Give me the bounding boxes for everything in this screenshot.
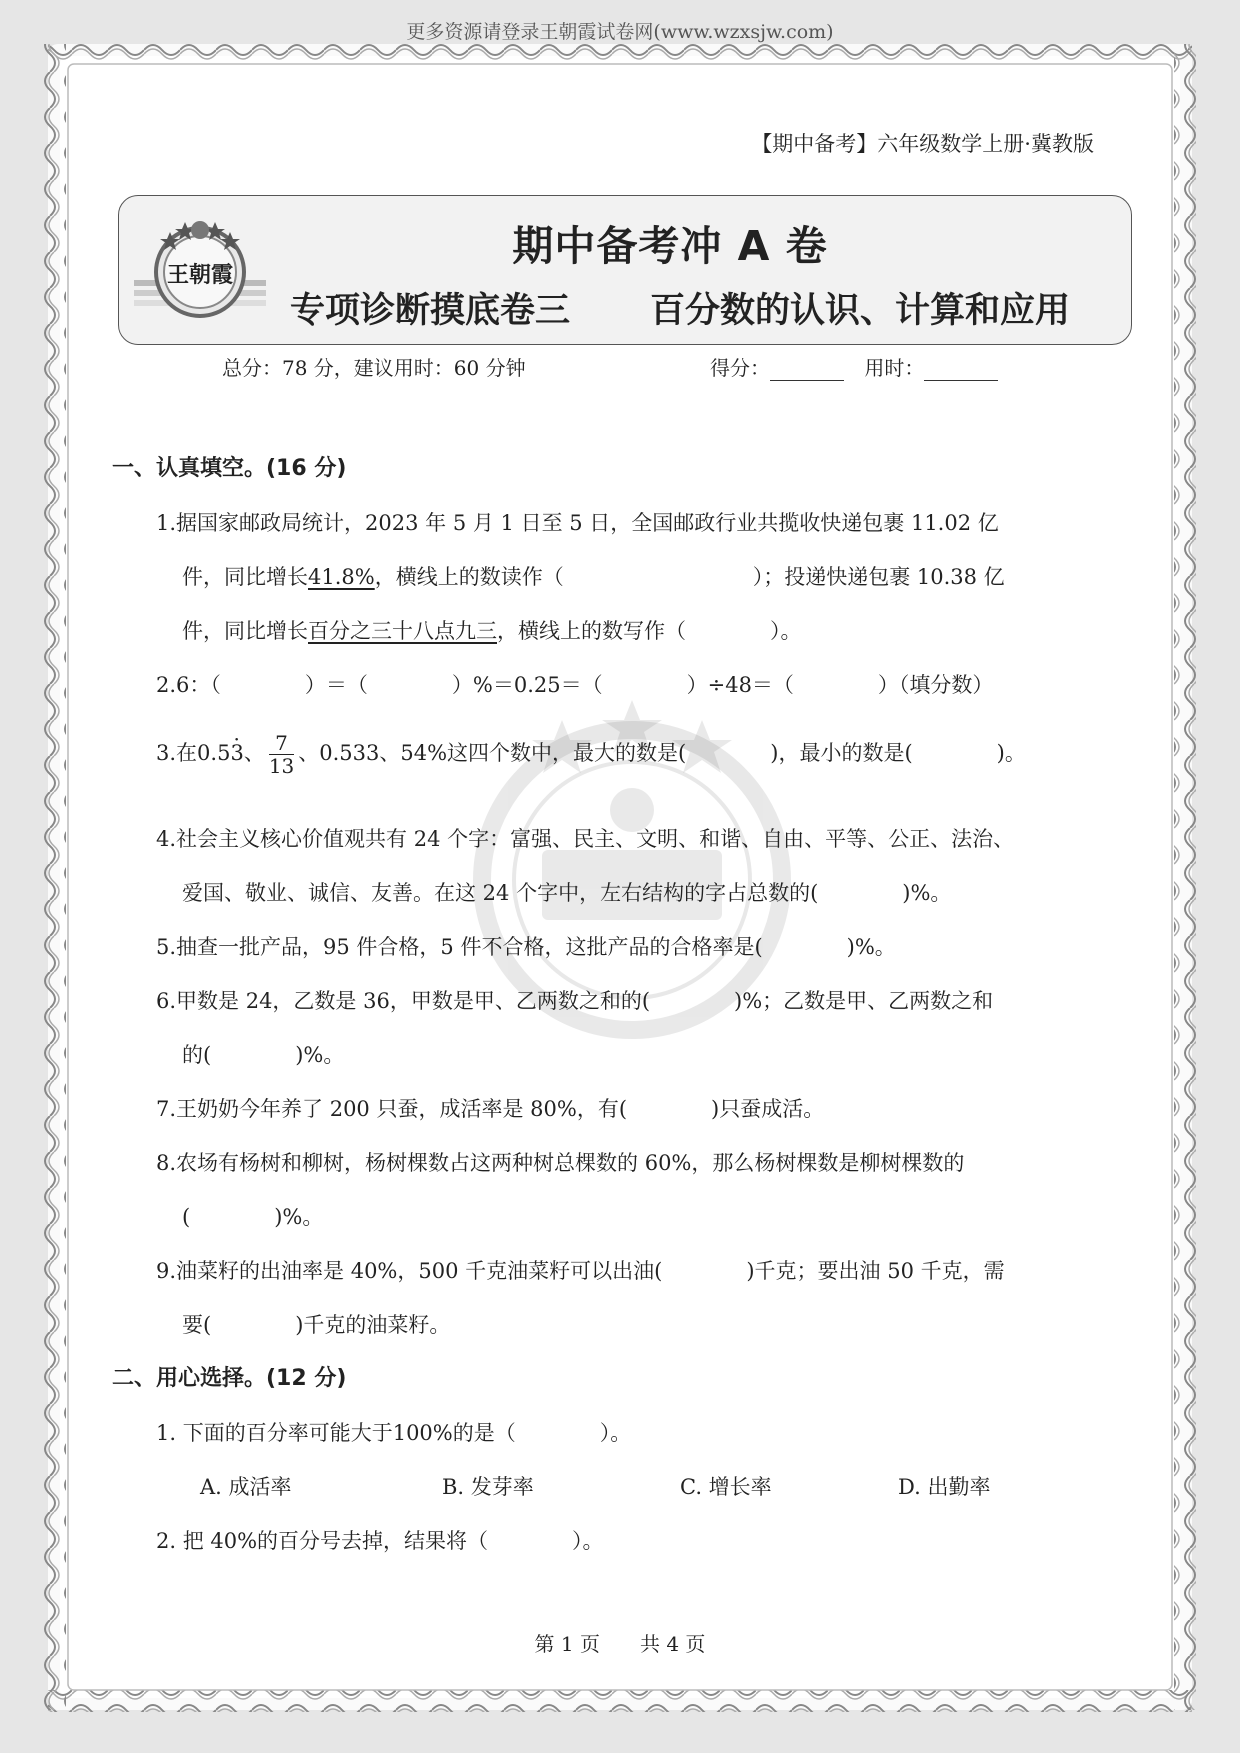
repeating-digit: · 3: [230, 728, 243, 778]
option-b[interactable]: B. 发芽率: [442, 1475, 534, 1499]
exam-topic: 百分数的认识、计算和应用: [650, 291, 1071, 331]
q2-line: 2.6：（ ）＝（ ）%＝0.25＝（ ）÷48＝（ ）（填分数）: [156, 673, 994, 697]
q3-text-c: 、0.533、54%这四个数中，最大的数是( )，最小的数是( )。: [298, 741, 1026, 765]
fraction-denominator: 13: [268, 754, 295, 778]
q7-line: 7.王奶奶今年养了 200 只蚕，成活率是 80%，有( )只蚕成活。: [156, 1097, 825, 1121]
score-fields: [710, 352, 998, 381]
q1-line2: [182, 564, 1005, 590]
q4-line1: 4.社会主义核心价值观共有 24 个字：富强、民主、文明、和谐、自由、平等、公正、法治、: [156, 827, 1015, 851]
section2-heading: 二、用心选择。(12 分): [112, 1366, 347, 1391]
score-blank[interactable]: [770, 362, 844, 381]
fraction-numerator: 7: [269, 732, 294, 755]
page-number: 第 1 页 共 4 页: [534, 1632, 706, 1656]
q9-line2: 要( )千克的油菜籽。: [182, 1313, 451, 1337]
s2-q1-line: 1. 下面的百分率可能大于100%的是（ ）。: [156, 1421, 632, 1445]
q1-text-d: ，横线上的数写作（ ）。: [497, 619, 802, 643]
s2-q2-line: 2. 把 40%的百分号去掉，结果将（ ）。: [156, 1529, 604, 1553]
q6-line2: 的( )%。: [182, 1043, 345, 1067]
series-label: 【期中备考】六年级数学上册·冀教版: [751, 132, 1094, 156]
q6-line1: 6.甲数是 24，乙数是 36，甲数是甲、乙两数之和的( )%；乙数是甲、乙两数之和: [156, 989, 994, 1013]
option-a[interactable]: A. 成活率: [200, 1475, 292, 1499]
q1-text-a: 件，同比增长: [182, 565, 308, 589]
time-label: 用时：: [864, 356, 925, 380]
q4-line2: 爱国、敬业、诚信、友善。在这 24 个字中，左右结构的字占总数的( )%。: [182, 881, 952, 905]
q1-text-c: 件，同比增长: [182, 619, 308, 643]
q3-line: [156, 728, 1026, 778]
q1-line3: [182, 618, 802, 644]
q9-line1: 9.油菜籽的出油率是 40%，500 千克油菜籽可以出油( )千克；要出油 50 千克，需: [156, 1259, 1005, 1283]
site-notice: 更多资源请登录王朝霞试卷网(www.wzxsjw.com): [406, 21, 834, 43]
time-blank[interactable]: [924, 362, 998, 381]
q1-underlined-words: 百分之三十八点九三: [308, 619, 497, 643]
option-c[interactable]: C. 增长率: [680, 1475, 772, 1499]
logo-text: 王朝霞: [166, 262, 234, 288]
q3-text-b: 、: [243, 741, 265, 765]
score-label: 得分：: [710, 356, 770, 380]
q1-line1: 1.据国家邮政局统计，2023 年 5 月 1 日至 5 日，全国邮政行业共揽收快递包裹 11.02 亿: [156, 511, 999, 535]
fraction: [269, 732, 294, 777]
exam-title: 期中备考冲 A 卷: [512, 222, 828, 270]
q1-text-b: ，横线上的数读作（ ）；投递快递包裹 10.38 亿: [374, 565, 1005, 589]
section1-heading: 一、认真填空。(16 分): [112, 456, 347, 481]
q1-underlined-value: 41.8%: [308, 565, 375, 589]
q8-line1: 8.农场有杨树和柳树，杨树棵数占这两种树总棵数的 60%，那么杨树棵数是柳树棵数的: [156, 1151, 965, 1175]
score-info: 总分：78 分，建议用时：60 分钟: [222, 356, 526, 380]
q8-line2: ( )%。: [182, 1205, 324, 1229]
option-d[interactable]: D. 出勤率: [898, 1475, 991, 1499]
q3-text-a: 3.在0.5: [156, 741, 231, 765]
exam-subtitle: 专项诊断摸底卷三: [290, 291, 571, 331]
q5-line: 5.抽查一批产品，95 件合格，5 件不合格，这批产品的合格率是( )%。: [156, 935, 896, 959]
